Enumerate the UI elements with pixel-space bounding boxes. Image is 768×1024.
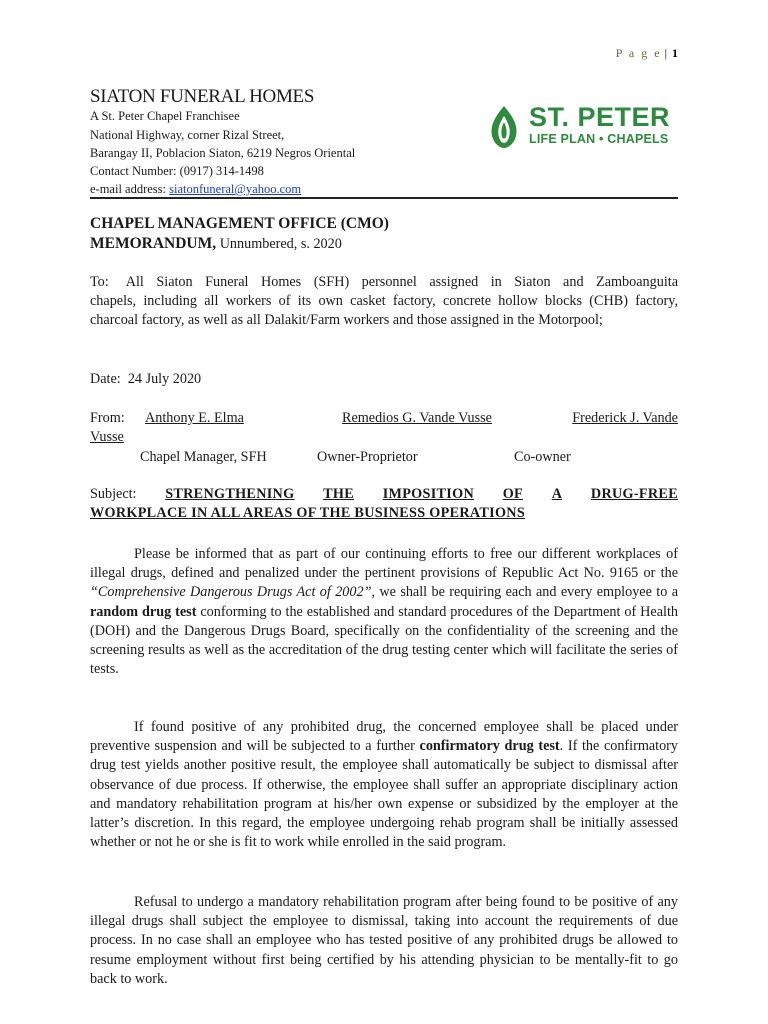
email-label: e-mail address: (90, 182, 167, 196)
paragraph-1 (90, 545, 678, 679)
subject-word-2: THE (323, 486, 355, 502)
address-line-1: National Highway, corner Rizal Street, (90, 128, 285, 142)
to-label: To: (90, 274, 109, 290)
date-line (90, 370, 201, 389)
flame-emblem-icon (484, 104, 524, 150)
title-coowner: Co-owner (514, 449, 571, 465)
memo-number: Unnumbered, s. 2020 (216, 236, 342, 252)
logo-tagline: LIFE PLAN • CHAPELS (529, 132, 669, 146)
subject-word-1: STRENGTHENING (165, 486, 295, 502)
date-value: 24 July 2020 (127, 371, 202, 387)
paragraph-2 (90, 718, 678, 852)
title-chapel-manager: Chapel Manager, SFH (140, 449, 267, 465)
subject-word-4: OF (502, 486, 523, 502)
subject-word-6: DRUG-FREE (590, 486, 678, 502)
title-owner: Owner-Proprietor (317, 449, 418, 465)
page-number (616, 46, 678, 61)
header-divider (90, 197, 678, 199)
st-peter-logo (484, 104, 684, 152)
page-separator: | (664, 46, 669, 60)
p2-text-a: If found positive of any prohibited drug, the concerned employee shall be placed under preventive suspension and will be subjected to a further (90, 719, 678, 755)
franchisee-line: A St. Peter Chapel Franchisee (90, 109, 240, 123)
p2-text-b: . If the confirmatory drug test yields another positive result, the employee shall automatically be subject to dismissal after observance of due process. If otherwise, the employee shall suffer an appropriate disciplinary action and mandatory rehabilitation program at his/her own expense or subsidized by the employer at the latter’s discretion. In this regard, the employee undergoing rehab program shall be initially assessed whether or not he or she is fit to work while enrolled in the said program. (90, 738, 678, 851)
subject-line-2: WORKPLACE IN ALL AREAS OF THE BUSINESS OPERATIONS (90, 505, 526, 521)
p1-text-a: Please be informed that as part of our continuing efforts to free our different workplaces of illegal drugs, defined and penalized under the pertinent provisions of Republic Act No. 9165 or the (90, 546, 678, 582)
from-name-frederick: Frederick J. Vande (572, 410, 678, 426)
email-line (90, 182, 301, 197)
p1-random-drug-test: random drug test (90, 603, 197, 620)
address-line-2: Barangay II, Poblacion Siaton, 6219 Negros Oriental (90, 146, 356, 160)
paragraph-3: Refusal to undergo a mandatory rehabilitation program after being found to be positive of any illegal drugs shall subject the employee to dismissal, taking into account the requirements of due process. In no case shall an employee who has tested positive of any prohibited drugs be allowed to resume employment without first being certified by his attending physician to be mentally-fit to go back to work. (90, 894, 678, 987)
email-link[interactable]: siatonfuneral@yahoo.com (169, 182, 302, 196)
contact-line: Contact Number: (0917) 314-1498 (90, 164, 264, 178)
from-name-elma: Anthony E. Elma (145, 410, 244, 426)
from-name-remedios: Remedios G. Vande Vusse (342, 410, 492, 426)
logo-brand: ST. PETER (529, 102, 671, 132)
from-label: From: (90, 410, 125, 426)
to-rest: chapels, including all workers of its own casket factory, concrete hollow blocks (CHB) factory, charcoal factory, as well as all Dalakit/Farm workers and those assigned in the Motorpool; (90, 293, 678, 329)
from-name-frederick-cont: Vusse (90, 429, 124, 445)
page-label: P a g e (615, 46, 662, 60)
p2-confirmatory-test: confirmatory drug test (419, 738, 560, 755)
memo-title (90, 234, 342, 254)
to-line1: All Siaton Funeral Homes (SFH) personnel assigned in Siaton and Zamboanguita (125, 274, 678, 290)
p1-act-title: “Comprehensive Dangerous Drugs Act of 2002” (90, 584, 372, 601)
subject-line-1 (90, 485, 678, 504)
p1-text-b: , we shall be requiring each and every employee to a (371, 584, 678, 601)
subject-word-3: IMPOSITION (382, 486, 474, 502)
to-first-line (90, 273, 678, 292)
org-name: SIATON FUNERAL HOMES (90, 86, 315, 107)
to-block (90, 273, 678, 331)
date-label: Date: (90, 371, 121, 387)
memo-label: MEMORANDUM, (90, 235, 217, 252)
p1-text-c: conforming to the established and standard procedures of the Department of Health (DOH) and the Dangerous Drugs Board, specifically on the confidentiality of the screening and the screening results as well as the accreditation of the drug testing center which will facilitate the series of tests. (90, 603, 679, 678)
subject-label: Subject: (90, 486, 137, 502)
office-title: CHAPEL MANAGEMENT OFFICE (CMO) (90, 215, 389, 232)
page-value: 1 (672, 46, 678, 60)
subject-word-5: A (551, 486, 563, 502)
